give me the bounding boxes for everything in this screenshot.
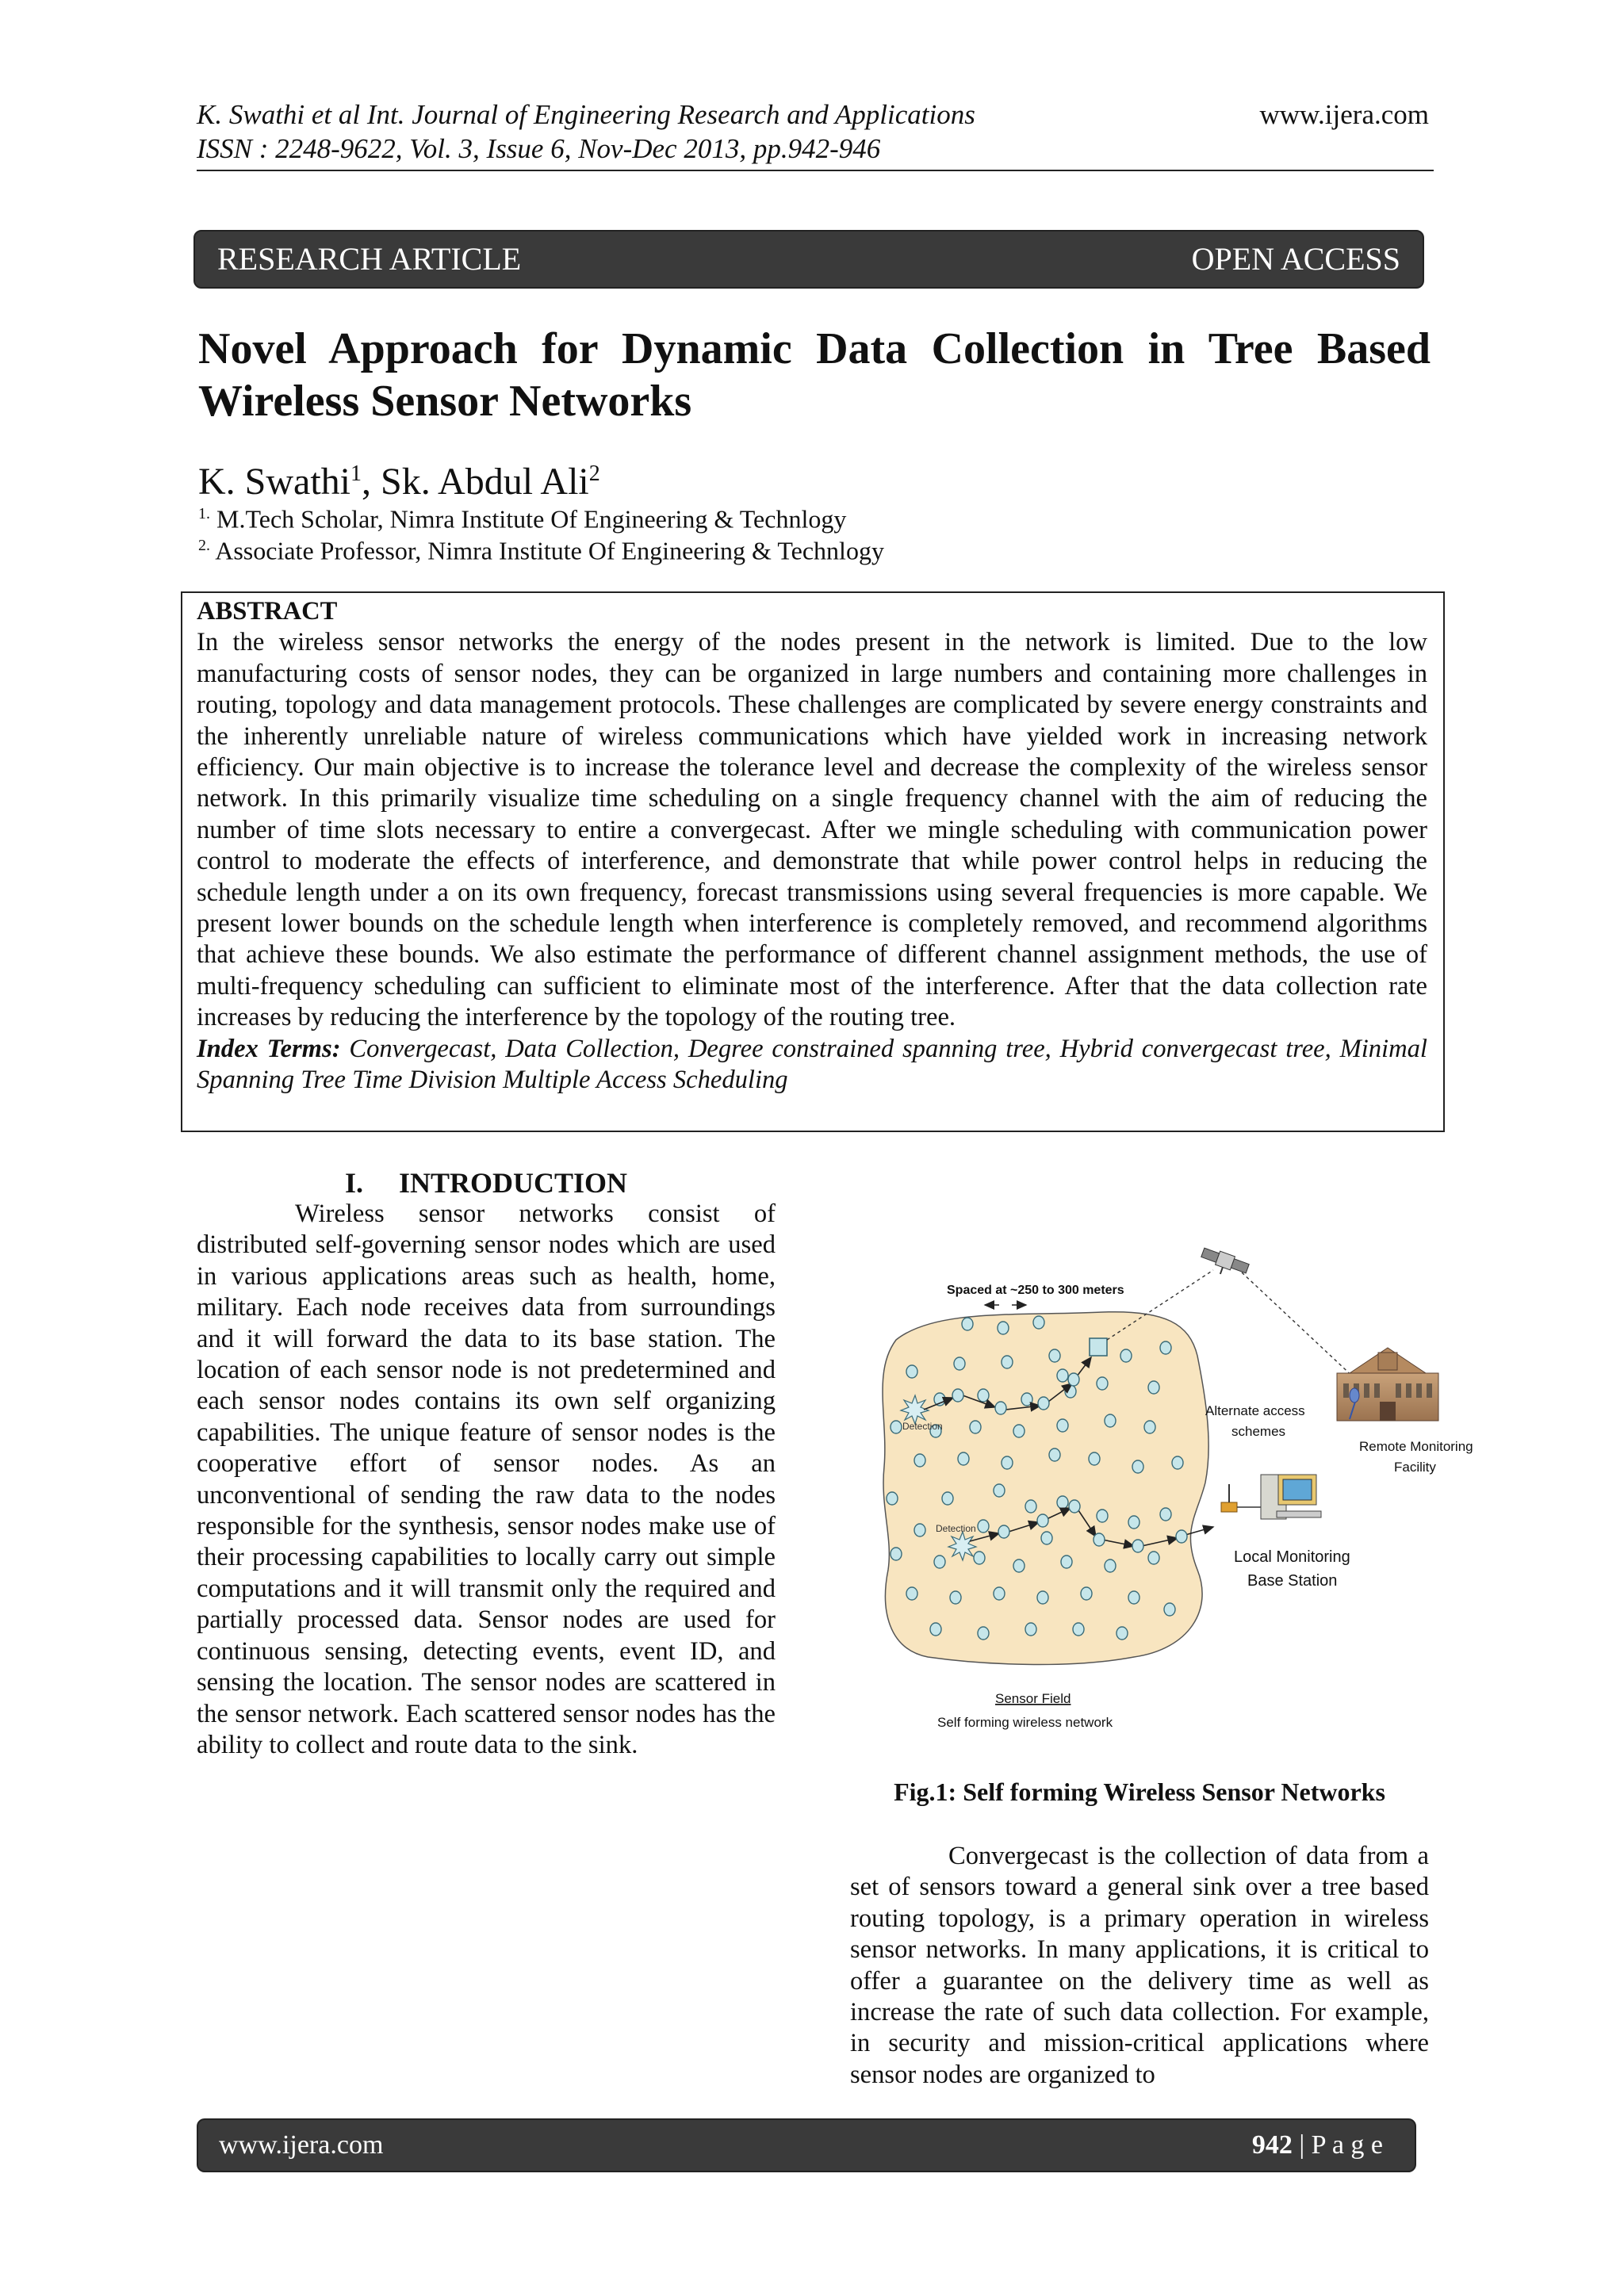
header-rule bbox=[197, 170, 1434, 171]
article-type-banner bbox=[193, 230, 1424, 289]
abstract-body: In the wireless sensor networks the energy of the nodes present in the network is limited. Due to the low manufacturing costs of sensor nodes, they can be organized in large numbers and containing more challenges in routing, topology and data management protocols. These challenges are complicated by severe energy constraints and the inherently unreliable nature of wireless communications which have yielded work in increasing network efficiency. Our main objective is to increase the tolerance level and decrease the complexity of the wireless sensor network. In this primarily visualize time scheduling on a single frequency channel with the aim of reducing the number of time slots necessary to entire a convergecast. After we mingle scheduling with communication power control to moderate the effects of interference, and demonstrate that while power control helps in reducing the schedule length under a on its own frequency, forecast transmissions using several frequencies is more capable. We present lower bounds on the schedule length when interference is completely removed, and recommend algorithms that achieve these bounds. We also estimate the performance of different channel assignment methods, the use of multi-frequency scheduling can sufficient to eliminate most of the interference. After that the data collection rate increases by reducing the interference by the topology of the routing tree. bbox=[197, 628, 1427, 1032]
intro-paragraph-2: Convergecast is the collection of data from a set of sensors toward a general sink over a tree based routing topology, is a primary operation in wireless sensor networks. In many applications, it is critical to offer a guarantee on the delivery time as well as increase the rate of such data collection. For example, in security and mission-critical applications where sensor nodes are organized to bbox=[850, 1842, 1429, 2089]
author-name: K. Swathi bbox=[198, 461, 350, 503]
author-affiliation-mark: 2 bbox=[588, 461, 600, 486]
detection-label-2: Detection bbox=[936, 1523, 976, 1534]
sensor-field-sublabel: Self forming wireless network bbox=[937, 1715, 1113, 1730]
local-monitoring-label-2: Base Station bbox=[1247, 1572, 1338, 1590]
abstract bbox=[197, 596, 1427, 1096]
page-number: 942 bbox=[1251, 2130, 1293, 2160]
gateway-node-icon bbox=[1090, 1338, 1107, 1356]
base-station-computer-icon bbox=[1221, 1475, 1321, 1519]
research-article-label: RESEARCH ARTICLE bbox=[217, 241, 522, 277]
index-terms-text: Convergecast, Data Collection, Degree constrained spanning tree, Hybrid convergecast tree, Minimal Spanning Tree Time Division Multiple Access Scheduling bbox=[197, 1034, 1427, 1095]
running-header-website[interactable]: www.ijera.com bbox=[1259, 99, 1429, 130]
footer-website[interactable]: www.ijera.com bbox=[219, 2130, 384, 2160]
alternate-access-label-1: Alternate access bbox=[1205, 1403, 1305, 1418]
sensor-field-area bbox=[883, 1312, 1208, 1665]
satellite-icon bbox=[1198, 1246, 1251, 1282]
paper-title-line1: Novel Approach for Dynamic Data Collection in Tree Based bbox=[198, 324, 1431, 373]
author-separator: , bbox=[362, 461, 381, 503]
figure-caption: Fig.1: Self forming Wireless Sensor Networks bbox=[894, 1777, 1385, 1806]
figure-wsn-diagram bbox=[864, 1237, 1499, 1744]
author-name: Sk. Abdul Ali bbox=[381, 461, 589, 503]
satellite-downlink bbox=[1242, 1272, 1356, 1380]
intro-paragraph-1: Wireless sensor networks consist of distributed self-governing sensor nodes which are used in various applications areas such as health, home, military. Each node receives data from surroundings and it will forward the data to its base station. The location of each sensor node is not predetermined and each sensor nodes contains its own self organizing capabilities. The unique feature of sensor nodes is the cooperative effort of sensor nodes. As an unconventional of sending the raw data to the nodes responsible for the synthesis, sensor nodes make use of their processing capabilities to locally carry out simple computations and it will transmit only the required and partially processed data. Sensor nodes are used for continuous sensing, detecting events, event ID, and sensing the location. The sensor nodes are scattered in the sensor network. Each scattered sensor nodes has the ability to collect and route data to the sink. bbox=[197, 1200, 776, 1759]
sensor-field-label: Sensor Field bbox=[995, 1691, 1071, 1706]
index-terms bbox=[197, 1034, 1427, 1096]
detection-label-1: Detection bbox=[902, 1421, 943, 1432]
index-terms-label: Index Terms: bbox=[197, 1034, 341, 1063]
paper-title-line2: Wireless Sensor Networks bbox=[198, 377, 692, 426]
footer-page-number bbox=[1252, 2120, 1383, 2171]
running-header-journal: K. Swathi et al Int. Journal of Engineering Research and Applications bbox=[197, 99, 975, 130]
local-monitoring-label-1: Local Monitoring bbox=[1234, 1548, 1350, 1566]
spacing-label: Spaced at ~250 to 300 meters bbox=[947, 1284, 1124, 1297]
remote-monitoring-label-1: Remote Monitoring bbox=[1359, 1439, 1473, 1454]
page-suffix: | P a g e bbox=[1292, 2130, 1383, 2160]
alternate-access-label-2: schemes bbox=[1231, 1424, 1286, 1439]
running-header-issn: ISSN : 2248-9622, Vol. 3, Issue 6, Nov-Dec 2013, pp.942-946 bbox=[197, 133, 881, 164]
author-affiliation-mark: 1 bbox=[350, 461, 362, 486]
affiliation-text: Associate Professor, Nimra Institute Of Engineering & Technlogy bbox=[210, 536, 884, 565]
remote-monitoring-label-2: Facility bbox=[1394, 1460, 1436, 1475]
page-footer bbox=[197, 2118, 1416, 2172]
affiliation-mark: 1. bbox=[198, 505, 210, 522]
section-heading-introduction: I. INTRODUCTION bbox=[344, 1167, 628, 1199]
affiliation-2 bbox=[198, 530, 884, 567]
open-access-label: OPEN ACCESS bbox=[1191, 241, 1400, 277]
affiliation-text: M.Tech Scholar, Nimra Institute Of Engineering & Technlogy bbox=[210, 504, 847, 534]
abstract-heading: ABSTRACT bbox=[197, 597, 338, 626]
affiliation-mark: 2. bbox=[198, 537, 210, 554]
